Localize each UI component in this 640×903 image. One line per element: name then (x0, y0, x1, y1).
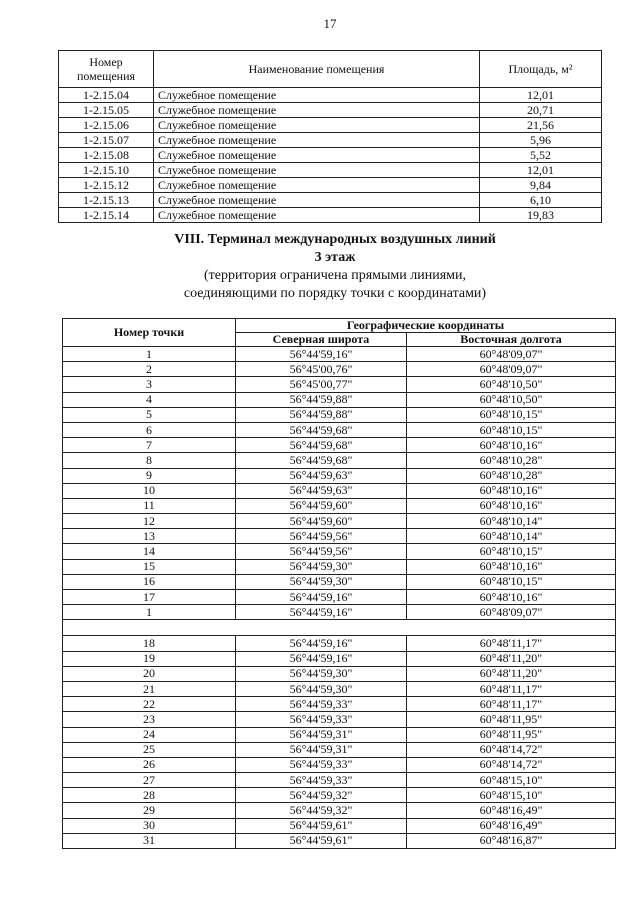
cell-col2: Служебное помещение (154, 178, 480, 193)
cell-col1: 1 (63, 605, 236, 620)
cell-col3: 60°48'15,10" (407, 788, 616, 803)
coordinate-row (63, 833, 616, 848)
cell-col1: 12 (63, 514, 236, 529)
cell-col2: 56°44'59,68" (236, 438, 407, 453)
cell-col3: 60°48'10,50" (407, 377, 616, 392)
room-row (59, 178, 602, 193)
cell-col2: Служебное помещение (154, 208, 480, 223)
cell-col1: 2 (63, 362, 236, 377)
coordinate-row (63, 651, 616, 666)
cell-col2: 56°44'59,33" (236, 712, 407, 727)
cell-col3: 12,01 (480, 163, 602, 178)
cell-col2: 56°44'59,88" (236, 392, 407, 407)
cell-col1: 11 (63, 498, 236, 513)
header-longitude: Восточная долгота (407, 333, 616, 347)
cell-col2: 56°45'00,76" (236, 362, 407, 377)
cell-col3: 60°48'15,10" (407, 773, 616, 788)
cell-col2: 56°44'59,63" (236, 483, 407, 498)
cell-col1: 3 (63, 377, 236, 392)
coordinate-row (63, 636, 616, 651)
cell-col2: 56°44'59,16" (236, 636, 407, 651)
cell-col3: 20,71 (480, 103, 602, 118)
coordinate-row (63, 544, 616, 559)
coordinate-row (63, 392, 616, 407)
cell-col3: 60°48'11,20" (407, 651, 616, 666)
coordinate-row (63, 529, 616, 544)
cell-col1: 1-2.15.14 (59, 208, 154, 223)
cell-col1: 8 (63, 453, 236, 468)
cell-col3: 19,83 (480, 208, 602, 223)
coordinate-row (63, 453, 616, 468)
cell-col1: 10 (63, 483, 236, 498)
cell-col3: 60°48'10,15" (407, 422, 616, 437)
cell-col2: 56°44'59,32" (236, 803, 407, 818)
coordinate-row (63, 590, 616, 605)
cell-col1: 1-2.15.07 (59, 133, 154, 148)
cell-col2: 56°44'59,60" (236, 498, 407, 513)
cell-col2: 56°44'59,30" (236, 574, 407, 589)
cell-col1: 1-2.15.06 (59, 118, 154, 133)
coordinate-row (63, 697, 616, 712)
cell-col3: 60°48'16,49" (407, 803, 616, 818)
cell-col1: 14 (63, 544, 236, 559)
cell-col2: Служебное помещение (154, 193, 480, 208)
rooms-table (58, 50, 602, 223)
header-point-number: Номер точки (63, 319, 236, 347)
cell-col1: 24 (63, 727, 236, 742)
coordinate-row (63, 377, 616, 392)
header-area: Площадь, м² (480, 51, 602, 88)
coordinate-row (63, 712, 616, 727)
coordinate-row (63, 742, 616, 757)
coordinate-row (63, 422, 616, 437)
coordinate-row (63, 666, 616, 681)
cell-col1: 1-2.15.12 (59, 178, 154, 193)
cell-col3: 60°48'10,50" (407, 392, 616, 407)
section-note-line1: (территория ограничена прямыми линиями, (203, 268, 467, 283)
cell-col3: 60°48'14,72" (407, 757, 616, 772)
coordinate-row (63, 559, 616, 574)
section-heading (0, 231, 640, 303)
cell-col2: 56°44'59,30" (236, 666, 407, 681)
cell-col1: 13 (63, 529, 236, 544)
cell-col1: 6 (63, 422, 236, 437)
cell-col2: Служебное помещение (154, 148, 480, 163)
cell-col3: 60°48'09,07" (407, 605, 616, 620)
cell-col1: 30 (63, 818, 236, 833)
cell-col2: Служебное помещение (154, 163, 480, 178)
room-row (59, 118, 602, 133)
cell-col2: 56°44'59,16" (236, 590, 407, 605)
cell-col3: 60°48'11,17" (407, 681, 616, 696)
page-number: 17 (323, 16, 337, 31)
coordinate-row (63, 483, 616, 498)
coordinate-row (63, 727, 616, 742)
coordinate-row (63, 514, 616, 529)
cell-col2: 56°44'59,61" (236, 818, 407, 833)
cell-col1: 22 (63, 697, 236, 712)
cell-col3: 60°48'16,87" (407, 833, 616, 848)
header-geo-coordinates: Географические координаты (236, 319, 616, 333)
header-room-name: Наименование помещения (154, 51, 480, 88)
cell-col2: Служебное помещение (154, 103, 480, 118)
cell-col1: 9 (63, 468, 236, 483)
cell-col2: 56°44'59,16" (236, 651, 407, 666)
cell-col1: 5 (63, 407, 236, 422)
cell-col3: 60°48'10,16" (407, 498, 616, 513)
cell-col3: 6,10 (480, 193, 602, 208)
separator-row (63, 620, 616, 636)
cell-col1: 17 (63, 590, 236, 605)
cell-col3: 60°48'10,28" (407, 468, 616, 483)
coordinate-row (63, 681, 616, 696)
cell-col3: 60°48'10,15" (407, 407, 616, 422)
cell-col3: 60°48'10,28" (407, 453, 616, 468)
room-row (59, 208, 602, 223)
cell-col2: 56°44'59,63" (236, 468, 407, 483)
cell-col1: 1-2.15.08 (59, 148, 154, 163)
section-floor: 3 этаж (314, 250, 356, 265)
cell-col1: 7 (63, 438, 236, 453)
cell-col1: 18 (63, 636, 236, 651)
cell-col1: 1 (63, 347, 236, 362)
cell-col3: 21,56 (480, 118, 602, 133)
cell-col2: 56°44'59,60" (236, 514, 407, 529)
cell-col1: 20 (63, 666, 236, 681)
cell-col2: 56°44'59,56" (236, 544, 407, 559)
cell-col1: 26 (63, 757, 236, 772)
cell-col2: 56°44'59,88" (236, 407, 407, 422)
coordinate-row (63, 803, 616, 818)
cell-col3: 60°48'11,95" (407, 727, 616, 742)
rooms-table-header (59, 51, 602, 88)
cell-col1: 23 (63, 712, 236, 727)
coordinate-row (63, 818, 616, 833)
cell-col3: 60°48'11,95" (407, 712, 616, 727)
coordinate-row (63, 347, 616, 362)
cell-col1: 19 (63, 651, 236, 666)
room-row (59, 193, 602, 208)
coordinate-row (63, 788, 616, 803)
cell-col1: 1-2.15.05 (59, 103, 154, 118)
cell-col1: 28 (63, 788, 236, 803)
cell-col3: 5,52 (480, 148, 602, 163)
cell-col2: Служебное помещение (154, 88, 480, 103)
cell-col1: 1-2.15.13 (59, 193, 154, 208)
cell-col1: 27 (63, 773, 236, 788)
section-title: VIII. Терминал международных воздушных линий (174, 232, 496, 247)
cell-col3: 60°48'10,16" (407, 590, 616, 605)
room-row (59, 133, 602, 148)
cell-col3: 60°48'11,17" (407, 697, 616, 712)
cell-col3: 5,96 (480, 133, 602, 148)
room-row (59, 103, 602, 118)
cell-col3: 60°48'10,14" (407, 529, 616, 544)
cell-col2: 56°44'59,56" (236, 529, 407, 544)
header-room-number: Номер помещения (59, 51, 154, 88)
section-note-line2: соединяющими по порядку точки с координатами) (183, 286, 487, 301)
cell-col2: 56°44'59,33" (236, 773, 407, 788)
coordinate-row (63, 362, 616, 377)
cell-col2: 56°44'59,32" (236, 788, 407, 803)
cell-col2: 56°44'59,16" (236, 605, 407, 620)
blank-cell (63, 620, 616, 636)
cell-col2: 56°44'59,33" (236, 757, 407, 772)
cell-col1: 1-2.15.04 (59, 88, 154, 103)
cell-col2: 56°44'59,33" (236, 697, 407, 712)
cell-col1: 1-2.15.10 (59, 163, 154, 178)
cell-col3: 60°48'10,16" (407, 559, 616, 574)
cell-col2: 56°44'59,31" (236, 727, 407, 742)
cell-col3: 60°48'10,16" (407, 438, 616, 453)
cell-col3: 60°48'09,07" (407, 362, 616, 377)
room-row (59, 148, 602, 163)
cell-col2: 56°44'59,61" (236, 833, 407, 848)
coordinate-row (63, 757, 616, 772)
cell-col3: 60°48'10,14" (407, 514, 616, 529)
coordinate-row (63, 773, 616, 788)
cell-col2: 56°45'00,77" (236, 377, 407, 392)
coordinate-row (63, 468, 616, 483)
cell-col3: 60°48'11,20" (407, 666, 616, 681)
cell-col2: 56°44'59,68" (236, 422, 407, 437)
cell-col3: 60°48'16,49" (407, 818, 616, 833)
cell-col2: 56°44'59,30" (236, 681, 407, 696)
cell-col1: 25 (63, 742, 236, 757)
coordinate-row (63, 438, 616, 453)
coordinates-table (62, 318, 616, 849)
cell-col3: 60°48'10,15" (407, 544, 616, 559)
cell-col1: 31 (63, 833, 236, 848)
cell-col3: 60°48'10,16" (407, 483, 616, 498)
cell-col3: 60°48'09,07" (407, 347, 616, 362)
cell-col3: 60°48'14,72" (407, 742, 616, 757)
cell-col1: 4 (63, 392, 236, 407)
cell-col2: 56°44'59,16" (236, 347, 407, 362)
cell-col3: 60°48'10,15" (407, 574, 616, 589)
header-latitude: Северная широта (236, 333, 407, 347)
coordinate-row (63, 605, 616, 620)
cell-col2: Служебное помещение (154, 118, 480, 133)
room-row (59, 88, 602, 103)
cell-col2: 56°44'59,68" (236, 453, 407, 468)
cell-col2: 56°44'59,30" (236, 559, 407, 574)
room-row (59, 163, 602, 178)
cell-col3: 9,84 (480, 178, 602, 193)
cell-col2: 56°44'59,31" (236, 742, 407, 757)
cell-col1: 15 (63, 559, 236, 574)
cell-col2: Служебное помещение (154, 133, 480, 148)
cell-col3: 12,01 (480, 88, 602, 103)
cell-col3: 60°48'11,17" (407, 636, 616, 651)
coordinate-row (63, 574, 616, 589)
coordinate-row (63, 407, 616, 422)
cell-col1: 21 (63, 681, 236, 696)
cell-col1: 29 (63, 803, 236, 818)
cell-col1: 16 (63, 574, 236, 589)
coordinate-row (63, 498, 616, 513)
